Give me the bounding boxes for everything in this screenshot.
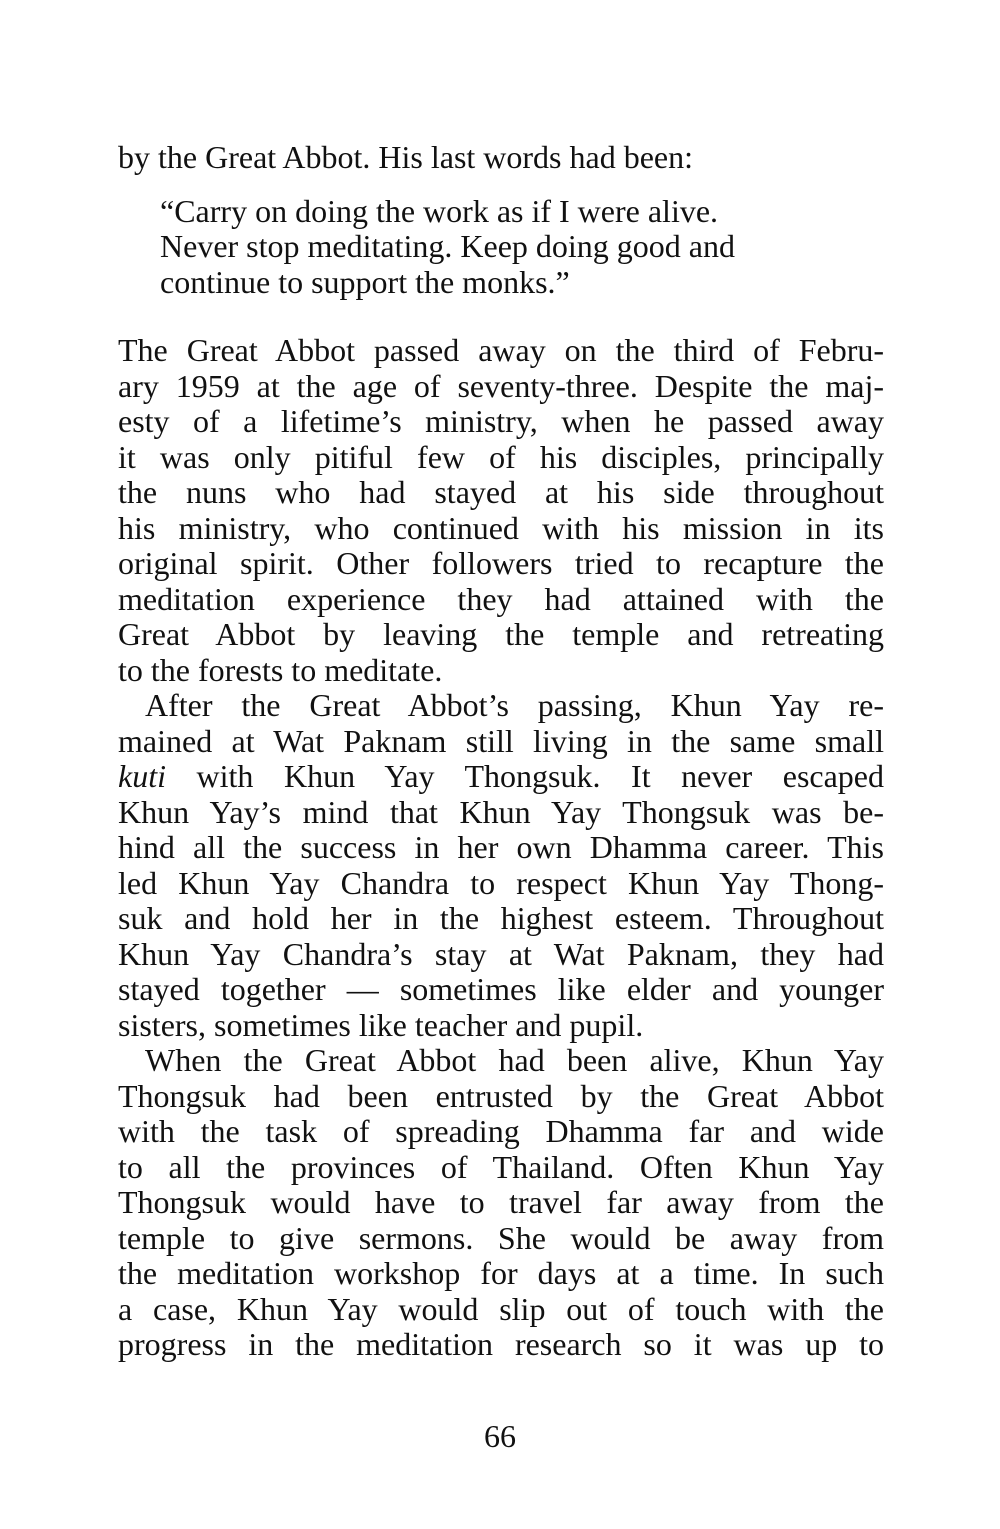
text-line: suk and hold her in the highest esteem. Throughout	[118, 900, 884, 936]
text-line: by the Great Abbot. His last words had been:	[118, 139, 693, 175]
text-line: it was only pitiful few of his disciples, principally	[118, 438, 884, 475]
page-body	[118, 140, 884, 1363]
block-quote	[118, 194, 884, 301]
text-line: The Great Abbot passed away on the third of Febru-	[118, 332, 884, 368]
text-line: meditation experience they had attained with the	[118, 580, 884, 617]
spacer	[118, 300, 884, 333]
text-line: esty of a lifetime’s ministry, when he passed away	[118, 403, 884, 439]
quote-line: continue to support the monks.”	[160, 263, 570, 300]
text-line: led Khun Yay Chandra to respect Khun Yay Thong-	[118, 864, 884, 901]
paragraph-2	[118, 688, 884, 1043]
text-line: Great Abbot by leaving the temple and retreating	[118, 616, 884, 652]
text-line: the nuns who had stayed at his side throughout	[118, 474, 884, 510]
text-line: ary 1959 at the age of seventy-three. Despite the maj-	[118, 367, 884, 404]
quote-line: Never stop meditating. Keep doing good and	[160, 228, 735, 264]
text-line: original spirit. Other followers tried to recapture the	[118, 545, 884, 581]
text-line: When the Great Abbot had been alive, Khun Yay	[145, 1042, 884, 1078]
text-line	[118, 759, 884, 795]
spacer	[118, 176, 884, 194]
text-line: with the task of spreading Dhamma far and wide	[118, 1113, 884, 1149]
text-line: a case, Khun Yay would slip out of touch with the	[118, 1290, 884, 1327]
text-line: Khun Yay Chandra’s stay at Wat Paknam, they had	[118, 935, 884, 972]
paragraph-3	[118, 1043, 884, 1363]
italic-term: kuti	[118, 758, 166, 794]
text-line: the meditation workshop for days at a time. In such	[118, 1255, 884, 1291]
text-line: Thongsuk would have to travel far away from the	[118, 1184, 884, 1220]
text-line: After the Great Abbot’s passing, Khun Yay re-	[145, 687, 884, 723]
paragraph-1	[118, 333, 884, 688]
text-line: Khun Yay’s mind that Khun Yay Thongsuk was be-	[118, 793, 884, 830]
text-line: to the forests to meditate.	[118, 651, 443, 688]
page-number: 66	[484, 1418, 516, 1454]
text-line: temple to give sermons. She would be away from	[118, 1219, 884, 1256]
text-line: stayed together — sometimes like elder and younger	[118, 971, 884, 1007]
text-line: progress in the meditation research so it was up to	[118, 1326, 884, 1362]
text-fragment: with Khun Yay Thongsuk. It never escaped	[165, 758, 884, 794]
text-line: to all the provinces of Thailand. Often Khun Yay	[118, 1148, 884, 1185]
text-line: hind all the success in her own Dhamma career. This	[118, 829, 884, 865]
text-line: sisters, sometimes like teacher and pupil.	[118, 1006, 644, 1043]
text-line: mained at Wat Paknam still living in the same small	[118, 722, 884, 759]
text-line: his ministry, who continued with his mission in its	[118, 509, 884, 546]
quote-line: “Carry on doing the work as if I were alive.	[160, 192, 719, 229]
text-line: Thongsuk had been entrusted by the Great Abbot	[118, 1077, 884, 1114]
